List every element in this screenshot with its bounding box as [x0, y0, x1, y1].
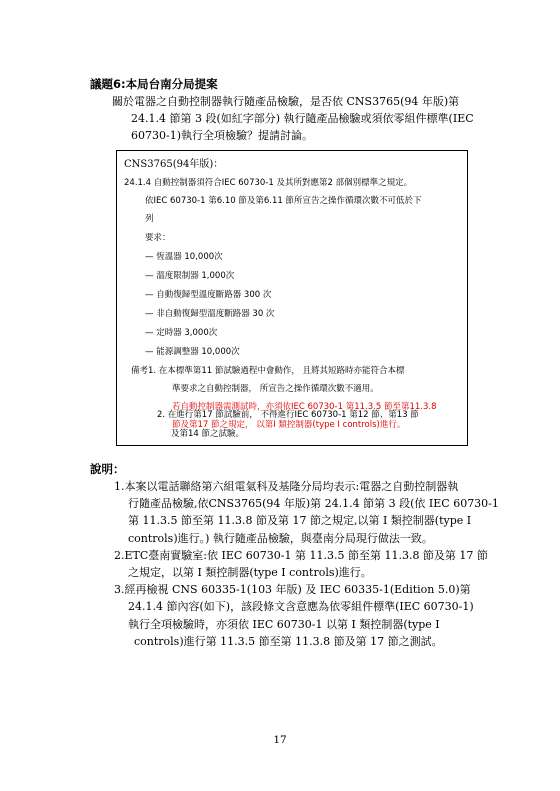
intro-line: 60730-1)執行全項檢驗？提請討論。 [131, 129, 313, 142]
requirements-label: 要求： [145, 233, 171, 243]
description-line: 1.本案以電話聯絡第六組電氣科及基隆分局均表示:電器之自動控制器執 [114, 480, 459, 493]
description-line: controls)進行第 11.3.5 節至第 11.3.8 節及第 17 節之測試。 [134, 634, 443, 648]
description-line: 之規定，以第 I 類控制器(type I controls)進行。 [128, 566, 372, 580]
requirement-item: — 能源調整器 10,000次 [145, 347, 240, 357]
standard-excerpt-box [116, 150, 468, 446]
description-line: 執行全項檢驗時，亦須依 IEC 60730-1 以第 I 類控制器(type I [128, 617, 440, 631]
highlighted-note: 節及第17 節之規定， 以第I 類控制器(type I controls)進行。 [172, 420, 406, 430]
description-line: 24.1.4 節內容(如下)，該段條文含意應為依零組件標準(IEC 60730-1) [128, 600, 474, 614]
excerpt-title: CNS3765(94年版)： [124, 159, 224, 170]
agenda-title: 本局台南分局提案 [125, 77, 218, 91]
page-number: 17 [273, 734, 287, 746]
requirement-item: — 溫度限制器 1,000次 [145, 271, 235, 281]
requirement-item: — 定時器 3,000次 [145, 328, 218, 338]
requirement-item: — 自動復歸型溫度斷路器 300 次 [145, 290, 272, 300]
highlighted-note: 若自動控制器需測試時，亦須依IEC 60730-1 第11.3.5 節至第11.3.8 [172, 402, 437, 412]
intro-line: 24.1.4 節第 3 段(如紅字部分) 執行隨產品檢驗或須依零組件標準(IEC [131, 112, 474, 125]
description-line: controls)進行。) 執行隨產品檢驗，與臺南分局現行做法一致。 [128, 531, 433, 545]
description-line: 第 11.3.5 節至第 11.3.8 節及第 17 節之規定,以第 I 類控制器(type I [128, 514, 472, 528]
requirement-item: — 恆溫器 10,000次 [145, 252, 223, 262]
note-text: 備考1. 在本標準第11 節試驗過程中會動作， 且將其短路時亦能符合本標 [131, 366, 405, 376]
agenda-number: 議題6: [90, 77, 126, 91]
note-text: 準要求之自動控制器， 所宣告之操作循環次數不適用。 [172, 384, 379, 394]
note-text: 及第14 節之試驗。 [171, 429, 245, 439]
clause-text: 24.1.4 自動控制器須符合IEC 60730-1 及其所對應第2 部個別標準之規定。 [124, 178, 413, 188]
agenda-heading [90, 76, 218, 92]
description-line: 2.ETC臺南實驗室:依 IEC 60730-1 第 11.3.5 節至第 11.3.8 節及第 17 節 [114, 548, 488, 562]
proposal-intro [112, 93, 487, 144]
clause-text: 列 [145, 214, 154, 224]
requirement-item: — 非自動復歸型溫度斷路器 30 次 [145, 309, 275, 319]
intro-line: 關於電器之自動控制器執行隨產品檢驗，是否依 CNS3765(94 年版)第 [112, 95, 460, 108]
description-body [114, 478, 499, 650]
description-line: 3.經再檢視 CNS 60335-1(103 年版) 及 IEC 60335-1(Edition 5.0)第 [114, 583, 471, 597]
clause-text: 依IEC 60730-1 第6.10 節及第6.11 節所宣告之操作循環次數不可低於下 [145, 196, 422, 206]
description-heading: 說明： [90, 462, 125, 476]
description-line: 行隨產品檢驗,依CNS3765(94 年版)第 24.1.4 節第 3 段(依 IEC 60730-1 [128, 497, 499, 511]
note-text: 2. 在進行第17 節試驗前， 不得進行IEC 60730-1 第12 節、第13 節 [157, 410, 419, 420]
